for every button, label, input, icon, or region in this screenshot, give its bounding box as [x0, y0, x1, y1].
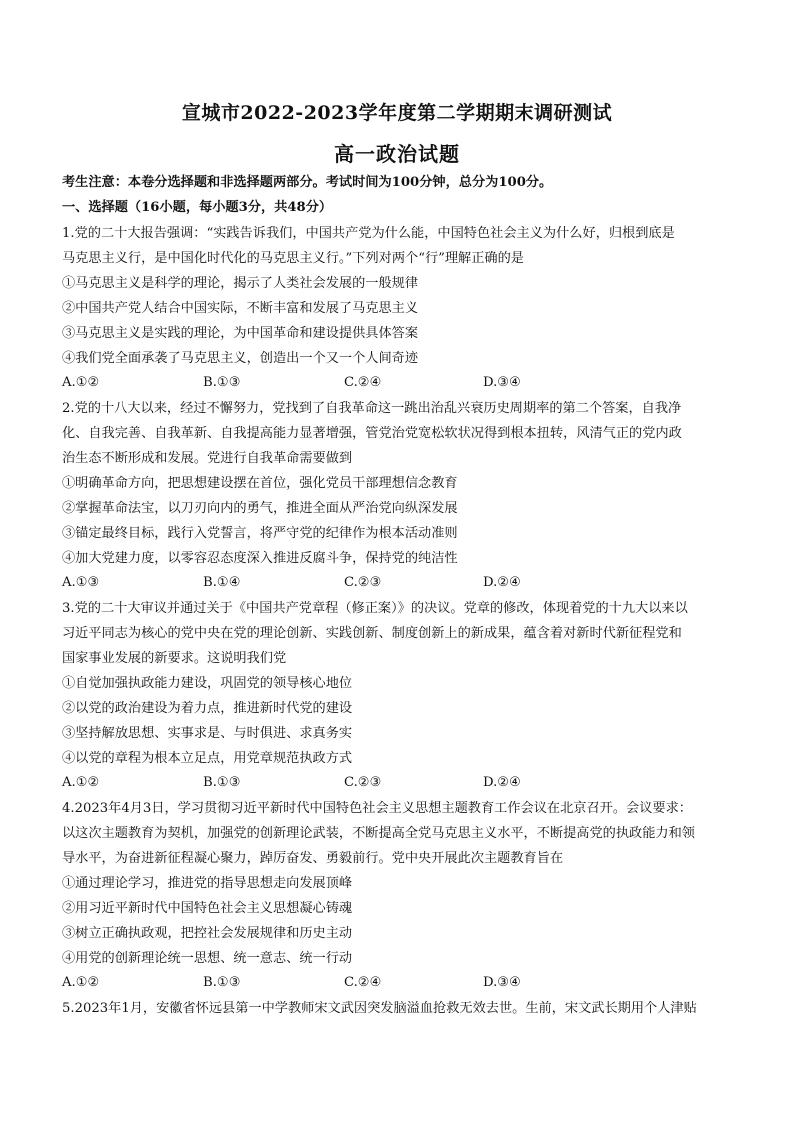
question-statement: ②掌握革命法宝，以刀刃向内的勇气，推进全面从严治党向纵深发展	[62, 501, 458, 516]
option-a: A.①②	[62, 975, 100, 990]
question-statement: ③坚持解放思想、实事求是、与时俱进、求真务实	[62, 726, 353, 741]
question-stem-line: 3.党的二十大审议并通过关于《中国共产党章程（修正案）》的决议。党章的修改，体现着党的十九大以来以	[62, 601, 688, 616]
question-statement: ①通过理论学习，推进党的指导思想走向发展顶峰	[62, 876, 353, 891]
question-stem-line: 以这次主题教育为契机，加强党的创新理论武装，不断提高全党马克思主义水平，不断提高党的执政能力和领	[62, 826, 695, 841]
question-stem-line: 2.党的十八大以来，经过不懈努力，党找到了自我革命这一跳出治乱兴衰历史周期率的第二个答案，自我净	[62, 401, 682, 416]
answer-options	[62, 374, 742, 392]
question-statement: ④我们党全面承袭了马克思主义，创造出一个又一个人间奇迹	[62, 351, 419, 366]
option-c: C.②④	[344, 975, 382, 990]
answer-options	[62, 774, 742, 792]
question-stem-line: 化、自我完善、自我革新、自我提高能力显著增强，管党治党宽松软状况得到根本扭转，风清气正的党内政	[62, 426, 682, 441]
question-statement: ①自觉加强执政能力建设，巩固党的领导核心地位	[62, 676, 353, 691]
question-statement: ①马克思主义是科学的理论，揭示了人类社会发展的一般规律	[62, 276, 419, 291]
option-a: A.①③	[62, 575, 100, 590]
option-d: D.②④	[483, 775, 521, 790]
option-c: C.②③	[344, 775, 382, 790]
option-c: C.②③	[344, 575, 382, 590]
question-statement: ④加大党建力度，以零容忍态度深入推进反腐斗争，保持党的纯洁性	[62, 551, 458, 566]
option-c: C.②④	[344, 375, 382, 390]
question-statement: ②中国共产党人结合中国实际，不断丰富和发展了马克思主义	[62, 301, 419, 316]
answer-options	[62, 574, 742, 592]
option-a: A.①②	[62, 375, 100, 390]
question-statement: ②以党的政治建设为着力点，推进新时代党的建设	[62, 701, 353, 716]
question-stem-line: 马克思主义行，是中国化时代化的马克思主义行。”下列对两个“行”理解正确的是	[62, 251, 524, 266]
option-d: D.③④	[483, 975, 521, 990]
question-statement: ④用党的创新理论统一思想、统一意志、统一行动	[62, 951, 353, 966]
option-b: B.①③	[203, 375, 241, 390]
question-stem-line: 5.2023年1月，安徽省怀远县第一中学教师宋文武因突发脑溢血抢救无效去世。生前，宋文武长期用个人津贴	[62, 1001, 697, 1016]
question-statement: ④以党的章程为根本立足点，用党章规范执政方式	[62, 751, 353, 766]
question-stem-line: 国家事业发展的新要求。这说明我们党	[62, 651, 287, 666]
exam-subtitle: 高一政治试题	[334, 142, 460, 166]
section-title: 一、选择题（16小题，每小题3分，共48分）	[62, 200, 333, 215]
question-statement: ③树立正确执政观，把控社会发展规律和历史主动	[62, 926, 353, 941]
option-b: B.①③	[203, 775, 241, 790]
question-stem-line: 习近平同志为核心的党中央在党的理论创新、实践创新、制度创新上的新成果，蕴含着对新时代新征程党和	[62, 626, 682, 641]
question-stem-line: 1.党的二十大报告强调：“实践告诉我们，中国共产党为什么能，中国特色社会主义为什么好，归根到底是	[62, 226, 675, 241]
exam-title: 宣城市2022-2023学年度第二学期期末调研测试	[181, 102, 613, 124]
option-d: D.②④	[483, 575, 521, 590]
option-b: B.①③	[203, 975, 241, 990]
question-statement: ①明确革命方向，把思想建设摆在首位，强化党员干部理想信念教育	[62, 476, 458, 491]
question-stem-line: 导水平，为奋进新征程凝心聚力，踔厉奋发、勇毅前行。党中央开展此次主题教育旨在	[62, 851, 564, 866]
candidate-notice: 考生注意：本卷分选择题和非选择题两部分。考试时间为100分钟，总分为100分。	[62, 175, 553, 190]
question-statement: ③马克思主义是实践的理论，为中国革命和建设提供具体答案	[62, 326, 419, 341]
question-statement: ③锚定最终目标，践行入党誓言，将严守党的纪律作为根本活动准则	[62, 526, 458, 541]
answer-options	[62, 974, 742, 992]
question-statement: ②用习近平新时代中国特色社会主义思想凝心铸魂	[62, 901, 353, 916]
option-d: D.③④	[483, 375, 521, 390]
option-a: A.①②	[62, 775, 100, 790]
question-stem-line: 治生态不断形成和发展。党进行自我革命需要做到	[62, 451, 353, 466]
option-b: B.①④	[203, 575, 241, 590]
question-stem-line: 4.2023年4月3日，学习贯彻习近平新时代中国特色社会主义思想主题教育工作会议在北京召开。会议要求：	[62, 801, 692, 816]
